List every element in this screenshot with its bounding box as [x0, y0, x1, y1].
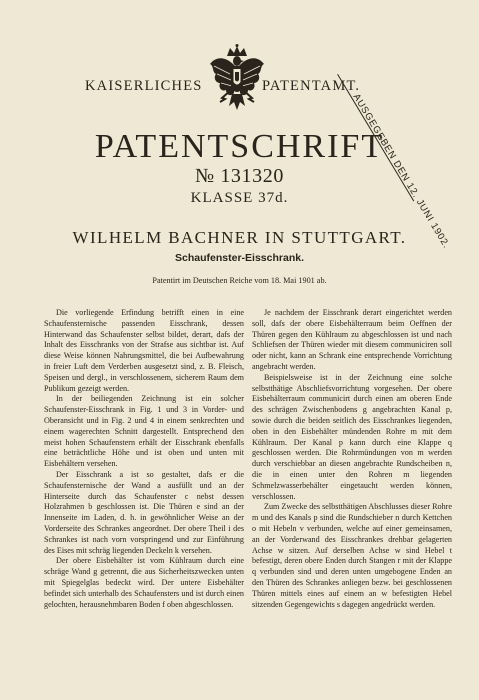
- header-office-left: KAISERLICHES: [85, 78, 203, 94]
- paragraph: Beispielsweise ist in der Zeichnung eine solche selbstthätige Abschliefsvorrichtung vorgesehen. Der obere Eisbehälterraum communicirt durch einen am oberen Ende des schrägen Zwischenbodens g angebrachten Kanal p, sowie durch die beiden seitlich des Eisschrankes liegenden, oben in den Eisbehälter mündenden Rohre m mit dem Kühlraum. Der Kanal p kann durch eine Klappe q geschlossen werden. Die Rohrmündungen von m werden durch verschiebbar an diesen angebrachte Rundscheiben n, die in einen unter den Rohren m liegenden Schmelzwasserbehälter eingetaucht werden können, verschlossen.: [252, 372, 452, 501]
- paragraph: Die vorliegende Erfindung betrifft einen in eine Schaufensternische passenden Eisschrank, dessen Hinterwand das Schaufenster selbst bildet, derart, dafs der Inhalt des Eisschranks von der Strafse aus sichtbar ist. Auf diese Weise können Nahrungsmittel, die bei Aufbewahrung in freier Luft dem Verderben ausgesetzt sind, z. B. Fleisch, Speisen und dergl., in verschlossenem, sicherem Raum dem Publikum gezeigt werden.: [44, 308, 244, 393]
- patent-class: KLASSE 37d.: [190, 190, 289, 206]
- paragraph: Zum Zwecke des selbstthätigen Abschlusses dieser Rohre m und des Kanals p sind die Rundschieber n durch Kettchen o mit Hebeln v verbunden, welche auf einer gemeinsamen, an der Vorderwand des Eisschrankes drehbar gelagerten Achse w sitzen. Auf derselben Achse w sind Hebel t befestigt, deren obere Enden durch Stangen r mit der Klappe q verbunden sind und deren unten umgebogene Enden an den Thüren des Schrankes anliegen bezw. bei geschlossenen Thüren mittels eines auf einem an w befestigten Hebel sitzenden Gegengewichts s dagegen angedrückt werden.: [252, 502, 452, 609]
- paragraph: Der Eisschrank a ist so gestaltet, dafs er die Schaufensternische der Wand a ausfüllt und an der Hinterseite durch das Schaufenster c nebst dessen Holzrahmen b geschlossen ist. Die Thüren e sind an der Innenseite im Laden, d. h. in gewöhnlicher Weise an der Vorderseite des Schrankes angeordnet. Der obere Theil i des Schrankes ist nach vorn vorspringend und zur Einführung des Eises mit schräg liegenden Deckeln k versehen.: [44, 469, 244, 555]
- body-column-right: [252, 308, 452, 610]
- body-column-left: [44, 308, 244, 610]
- paragraph: Der obere Eisbehälter ist vom Kühlraum durch eine schräge Wand g getrennt, die aus Sicherheitszwecken unten mit Spiegelglas bedeckt wird. Der untere Eisbehälter befindet sich unterhalb des Schaufensters und ist durch einen gelochten, herausnehmbaren Boden f oben abgeschlossen.: [44, 556, 244, 609]
- document-title: PATENTSCHRIFT: [94, 128, 385, 165]
- header-office-right: PATENTAMT.: [262, 78, 361, 94]
- paragraph: Je nachdem der Eisschrank derart eingerichtet werden soll, dafs der obere Eisbehälterraum beim Oeffnen der Thüren gegen den Kühlraum zu abgeschlossen ist und nach Schliefsen der Thüren wieder mit diesem communiciren soll oder nicht, kann an Schrank eine entsprechende Vorrichtung angebracht werden.: [252, 308, 452, 371]
- grant-date-line: Patentirt im Deutschen Reiche vom 18. Mai 1901 ab.: [152, 276, 327, 285]
- imperial-eagle-icon: [208, 44, 266, 122]
- inventor-line: WILHELM BACHNER IN STUTTGART.: [72, 228, 407, 247]
- issue-date-stamp: AUSGEGEBEN DEN 12. JUNI 1902.: [350, 92, 452, 251]
- invention-subject: Schaufenster-Eisschrank.: [175, 252, 304, 264]
- patent-number: № 131320: [195, 165, 284, 187]
- paragraph: In der beiliegenden Zeichnung ist ein solcher Schaufenster-Eisschrank in Fig. 1 und 3 in Vorder- und Oberansicht und in Fig. 2 und 4 in einem senkrechten und einem wagerechten Schnitt dargestellt. Entsprechend den meist hohen Schaufenstern erhält der Eisschrank ebenfalls eine beträchtliche Höhe und ist oben und unten mit Eisbehältern versehen.: [44, 394, 244, 469]
